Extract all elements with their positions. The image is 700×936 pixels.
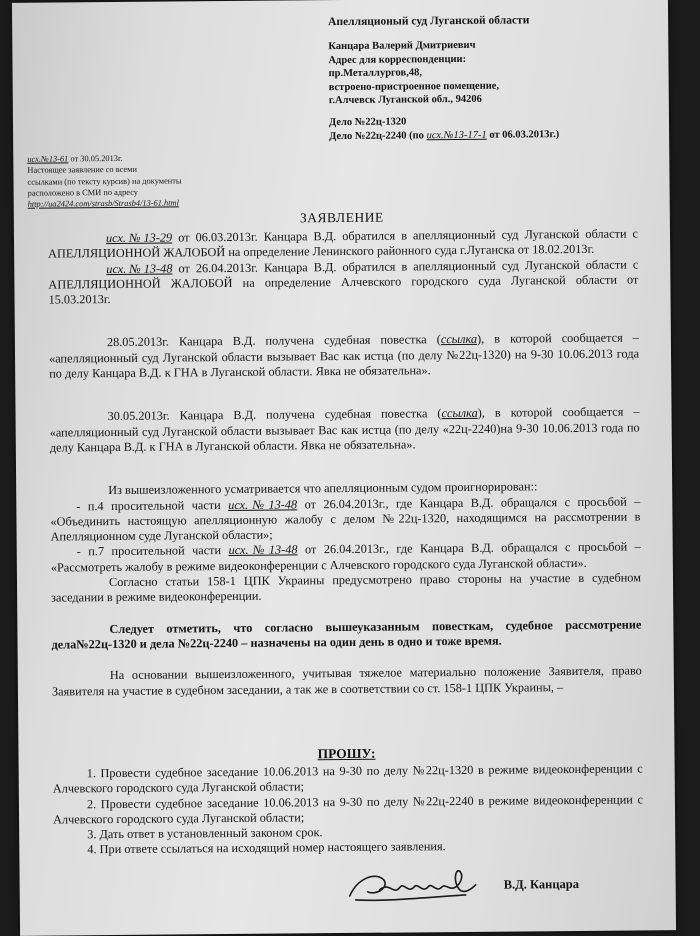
publication-note: исх.№13-61 от 30.05.2013г. Настоящее заявление со всеми ссылками (по тексту курсив) на документы расположено в СМИ по адресу http://ua2424.com/strasb/Strasb4/13-61.html (27, 152, 277, 211)
request-item: 2. Провести судебное заседание 10.06.2013 на 9-30 по делу №22ц-2240 в режиме видеоконференции с Алчевского городского суда Луганской области; (53, 791, 643, 827)
paragraph: 28.05.2013г. Канцара В.Д. получена судебная повестка (ссылка), в которой сообщается – «апелляционный суд Луганской области вызывает Вас как истца (по делу №22ц-1320) на 9-30 10.06.2013 года по делу Канцара В.Д. к ГНА в Луганской области. Явка не обязательна». (48, 330, 640, 381)
publication-url-link[interactable]: http://ua2424.com/strasb/Strasb4/13-61.html (27, 198, 179, 209)
paragraph: Согласно статьи 158-1 ЦПК Украины предусмотрено право стороны на участие в судебном заседании в режиме видеоконференции. (51, 570, 642, 605)
paragraph: Из вышеизложенного усматривается что апелляционным судом проигнорирован:: (108, 479, 538, 498)
outgoing-number-link[interactable]: исх.№13-61 (27, 154, 69, 164)
reference-link[interactable]: исх.№13-48 (228, 496, 298, 512)
address-line: Адрес для корреспонденции: (328, 53, 467, 66)
request-heading: ПРОШУ: (317, 745, 376, 762)
summons-link[interactable]: ссылка (441, 406, 478, 421)
request-list (53, 761, 644, 858)
sender-name: Канцара Валерий Дмитриевич (328, 39, 476, 53)
court-name: Апелляционый суд Луганской области (328, 14, 530, 29)
paragraph: Следует отметить, что согласно вышеуказанным повесткам, судебное рассмотрение дела№22ц-1320 и дела №22ц-2240 – назначены на один день в одно и тоже время. (51, 617, 642, 652)
case-numbers (329, 114, 559, 143)
outgoing-ref-link[interactable]: исх.№13-17-1 (426, 129, 487, 141)
document-body (48, 226, 642, 699)
address-line: встроено-пристроенное помещение, (328, 80, 500, 93)
case-number-2: Дело №22ц-2240 (по исх.№13-17-1 от 06.03.2013г.) (329, 128, 560, 142)
case-number-1: Дело №22ц-1320 (328, 116, 407, 129)
paragraph: - п.4 просительной части исх.№13-48 от 26.04.2013г., где Канцара В.Д. обращался с просьбой – «Объединить настоящую апелляционную жалобу с делом №22ц-1320, находящимся на рассмотрении в Апелляционном суде Луганской области»; (50, 493, 641, 544)
document-title: ЗАЯВЛЕНИЕ (299, 209, 384, 226)
address-line: г.Алчевск Луганской обл., 94206 (328, 93, 482, 107)
paragraph: - п.7 просительной части исх.№13-48 от 26.04.2013г., где Канцара В.Д. обращался с просьбой – «Рассмотреть жалобу в режиме видеоконференции с Алчевского городского суда Луганской области». (50, 539, 641, 575)
request-item: 4. При ответе ссылаться на исходящий номер настоящего заявления. (87, 839, 446, 857)
paragraph: На основании вышеизложенного, учитывая тяжелое материально положение Заявителя, право Заявителя на участие в судебном заседании, а так же в соответствии со ст. 158-1 ЦПК Украины, – (51, 663, 642, 699)
handwritten-signature (345, 865, 495, 906)
reference-link[interactable]: исх.№13-48 (228, 542, 298, 558)
summons-link[interactable]: ссылка (440, 332, 478, 347)
paragraph: исх.№13-48 от 26.04.2013г. Канцара В.Д. обратился в апелляционный суд Луганской области с АПЕЛЛЯЦИОННОЙ ЖАЛОБОЙ на определение Алчевского городского суда Луганской области от 15.03.2013г. (48, 257, 639, 307)
document-page (12, 0, 676, 936)
address-line: пр.Металлургов,48, (328, 67, 422, 80)
signature-name: В.Д. Канцара (503, 876, 580, 892)
sender-block (328, 39, 499, 108)
reference-link[interactable]: исх.№13-29 (105, 230, 173, 246)
request-item: 3. Дать ответ в установленный законом срок. (87, 825, 323, 842)
request-item: 1. Провести судебное заседание 10.06.2013 на 9-30 по делу №22ц-1320 в режиме видеоконференции с Алчевского городского суда Луганской области; (52, 761, 643, 796)
reference-link[interactable]: исх.№13-48 (106, 261, 173, 276)
paragraph: 30.05.2013г. Канцара В.Д. получена судебная повестка (ссылка), в которой сообщается – «апелляционный суд Луганской области вызывает Вас как истца (по делу «22ц-2240)на 9-30 10.06.2013 года по делу Канцара В.Д. к ГНА в Луганской области. Явка не обязательна». (49, 404, 640, 455)
paragraph: исх.№13-29 от 06.03.2013г. Канцара В.Д. обратился в апелляционный суд Луганской области с АПЕЛЛЯЦИОННОЙ ЖАЛОБОЙ на определение Ленинского районного суда г.Луганска от 18.02.2013г. (48, 226, 639, 261)
